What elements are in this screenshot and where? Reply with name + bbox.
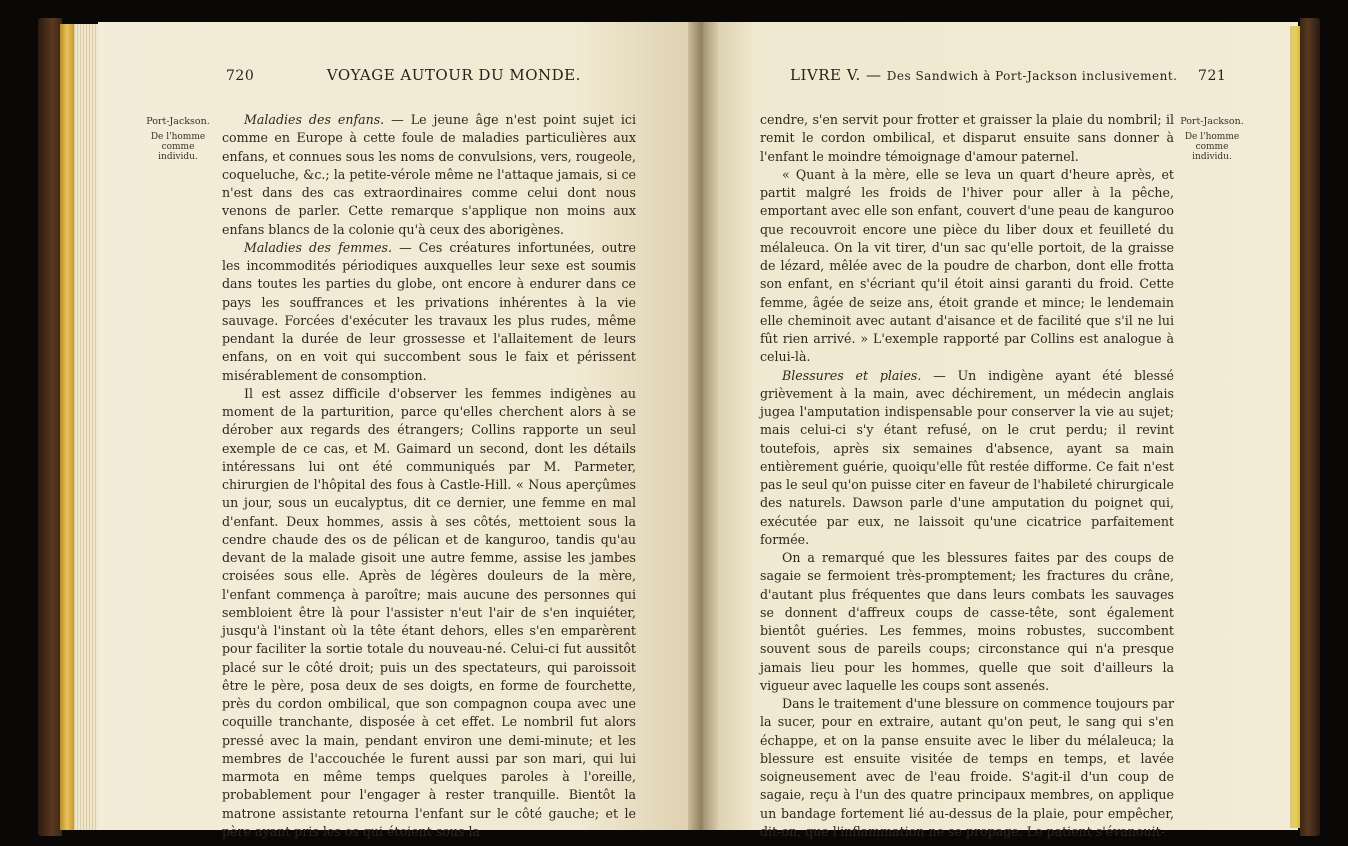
book-cover-left <box>38 18 62 836</box>
margin-note-left <box>146 117 210 162</box>
running-title-right: Des Sandwich à Port-Jackson inclusivement. <box>886 69 1178 83</box>
paragraph-heading: Maladies des femmes. <box>244 239 393 255</box>
paragraph-body: Il est assez difficile d'observer les femmes indigènes au moment de la parturition, parce qu'elles cherchent alors à se dérober aux regards des étrangers; Collins rapporte un seul exemple de ce cas, et M. Gaimard un second, dont les détails intéressans lui ont été communiqués par M. Parmeter, chirurgien de l'hôpital des fous à Castle-Hill. « Nous aperçûmes un jour, sous un eucalyptus, dit ce dernier, une femme en mal d'enfant. Deux hommes, assis à ses côtés, mettoient sous la cendre chaude des os de pélican et de kanguroo, tandis qu'au devant de la malade gisoit une autre femme, assise les jambes croisées sous elle. Après de légères douleurs de la mère, l'enfant commença à paroître; mais aucune des personnes qui sembloient être là pour l'assister n'eut l'air de s'en inquiéter, jusqu'à l'instant où la tête étant dehors, elles s'en emparèrent pour faciliter la sortie totale du nouveau-né. Celui-ci fut aussitôt placé sur le côté droit; puis un des spectateurs, qui paroissoit être le père, posa deux de ses doigts, en forme de fourchette, près du cordon ombilical, que son compagnon coupa avec une coquille tranchante, disposée à cet effet. Le nombril fut alors pressé avec la main, pendant environ une demi-minute; et les membres de l'accouchée le furent aussi par son mari, qui lui marmota en même temps quelques paroles à l'oreille, probablement pour l'engager à rester tranquille. Bientôt la matrone assistante retourna l'enfant sur le côté gauche; et le père ayant pris les os qui étoient sous la <box>222 385 636 839</box>
paragraph-body: — Un indigène ayant été blessé grièvement à la main, avec déchirement, un médecin anglais jugea l'amputation indispensable pour conserver la vie au sujet; mais celui-ci s'y étant refusé, on le crut perdu; il revint toutefois, après six semaines d'absence, ayant sa main entièrement guérie, quoiqu'elle fût restée difforme. Ce fait n'est pas le seul qu'on puisse citer en faveur de l'habileté chirurgicale des naturels. Dawson parle d'une amputation du poignet qui, exécutée par eux, ne laissoit qu'une cicatrice parfaitement formée. <box>760 367 1174 547</box>
running-title-prefix: LIVRE V. — <box>790 66 887 84</box>
paragraph <box>760 695 1174 841</box>
paragraph <box>760 549 1174 695</box>
left-page-header <box>226 66 581 84</box>
margin-note-right <box>1180 117 1244 162</box>
paragraph <box>222 111 636 239</box>
paragraph-body: — Ces créatures infortunées, outre les incommodités périodiques auxquelles leur sexe est soumis dans toutes les parties du globe, ont encore à endurer dans ce pays les souffrances et les privations inhérentes à la vie sauvage. Forcées d'exécuter les travaux les plus rudes, même pendant la durée de leur grossesse et l'allaitement de leurs enfans, on en voit qui succombent sous le faix et périssent misérablement de consomption. <box>222 239 636 383</box>
paragraph <box>222 385 636 841</box>
margin-topic-right: De l'homme comme individu. <box>1184 132 1240 162</box>
right-page-text <box>760 111 1174 841</box>
paragraph-heading: Blessures et plaies. <box>782 367 922 383</box>
margin-place-right: Port-Jackson. <box>1180 116 1244 127</box>
left-page-text <box>222 111 636 841</box>
gilt-edge-left <box>60 24 74 830</box>
paragraph-heading: Maladies des enfans. <box>244 112 385 127</box>
right-page-header <box>790 66 1226 84</box>
margin-topic-left: De l'homme comme individu. <box>150 132 206 162</box>
paragraph <box>760 166 1174 367</box>
paragraph-body: « Quant à la mère, elle se leva un quart d'heure après, et partit malgré les froids de l'hiver pour aller à la pêche, emportant avec elle son enfant, couvert d'une peau de kanguroo que recouvroit encore une pièce du liber doux et feuilleté du mélaleuca. On la vit tirer, d'un sac qu'elle portoit, de la graisse de lézard, mêlée avec de la poudre de charbon, dont elle frotta son enfant, en s'écriant qu'il étoit ainsi garanti du froid. Cette femme, âgée de seize ans, étoit grande et mince; le lendemain elle cheminoit avec autant d'aisance et de facilité que s'il ne lui fût rien arrivé. » L'exemple rapporté par Collins est analogue à celui-là. <box>760 166 1174 365</box>
running-title-left: VOYAGE AUTOUR DU MONDE. <box>326 66 581 84</box>
paragraph <box>222 239 636 385</box>
page-number-left: 720 <box>226 68 255 84</box>
margin-place-left: Port-Jackson. <box>146 116 210 127</box>
paragraph-body: Dans le traitement d'une blessure on commence toujours par la sucer, pour en extraire, autant qu'on peut, le sang qui s'en échappe, et on la panse ensuite avec le liber du mélaleuca; la blessure est ensuite visitée de temps en temps, et lavée soigneusement avec de l'eau froide. S'agit-il d'un coup de sagaie, reçu à l'un des quatre principaux membres, on applique un bandage fortement lié au-dessus de la plaie, pour empêcher, dit-on, que l'inflammation ne se propage. Le patient s'évanouit- <box>760 696 1174 839</box>
paragraph-body: — Le jeune âge n'est point sujet ici comme en Europe à cette foule de maladies particulières aux enfans, et connues sous les noms de convulsions, vers, rougeole, coqueluche, &c.; la petite-vérole même ne l'attaque jamais, si ce n'est dans des cas extraordinaires comme celui dont nous venons de parler. Cette remarque s'applique non moins aux enfans blancs de la colonie qu'à ceux des aborigènes. <box>222 112 636 237</box>
page-number-right: 721 <box>1198 68 1227 84</box>
paragraph <box>760 111 1174 166</box>
book-gutter <box>688 22 718 830</box>
paragraph-body: cendre, s'en servit pour frotter et graisser la plaie du nombril; il remit le cordon ombilical, et disparut ensuite sans donner à l'enfant le moindre témoignage d'amour paternel. <box>760 112 1174 164</box>
book-cover-right <box>1300 18 1320 836</box>
paragraph-body: On a remarqué que les blessures faites par des coups de sagaie se fermoient très-promptement; les fractures du crâne, d'autant plus fréquentes que dans leurs combats les sauvages se donnent d'affreux coups de casse-tête, sont également bientôt guéries. Les femmes, moins robustes, succombent souvent sous de pareils coups; circonstance qui n'a presque jamais lieu pour les hommes, quelle que soit d'ailleurs la vigueur avec laquelle les coups sont assenés. <box>760 550 1174 693</box>
paragraph <box>760 367 1174 550</box>
